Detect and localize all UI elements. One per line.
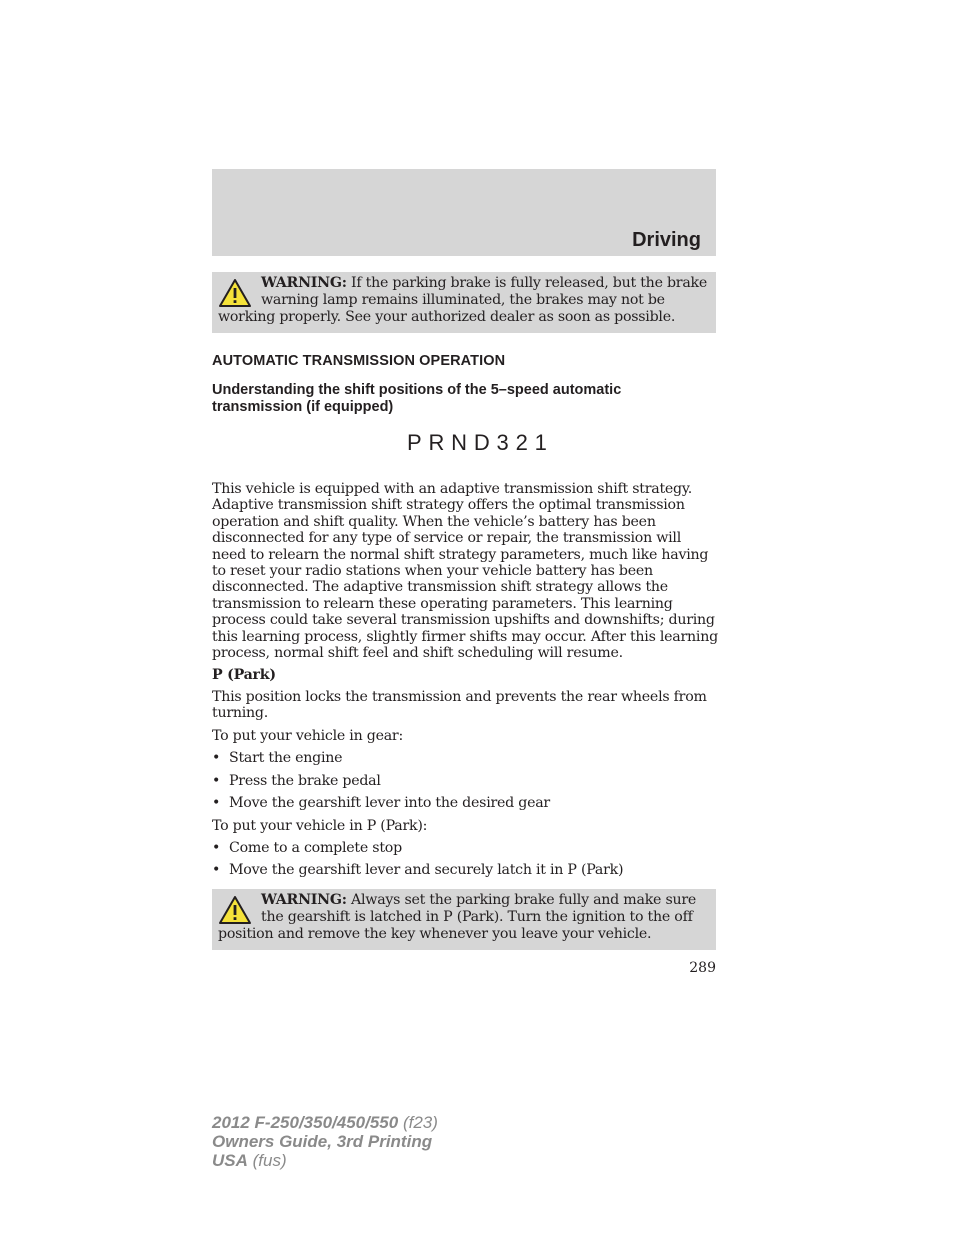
heading-shift-positions: Understanding the shift positions of the 5–speed automatic transmission (if equipped) — [212, 382, 622, 415]
heading-automatic-transmission: AUTOMATIC TRANSMISSION OPERATION — [212, 353, 506, 369]
section-title: Driving — [632, 229, 701, 251]
warning-text: Always set the parking brake fully and make sure the gearshift is latched in P (Park). Turn the ignition to the off position and remove the key whenever you leave your vehicle. — [218, 892, 697, 942]
warning-box-gearshift — [212, 889, 716, 950]
footer-region-code: (fus) — [252, 1151, 287, 1170]
warning-triangle-icon — [218, 895, 252, 925]
footer-model: 2012 F-250/350/450/550 — [212, 1113, 399, 1132]
footer-region: USA — [212, 1151, 248, 1170]
warning-triangle-icon — [218, 278, 252, 308]
warning-label: WARNING: — [261, 892, 347, 908]
footer-guide-edition: Owners Guide, 3rd Printing — [212, 1132, 433, 1151]
gear-position-indicator: PRND321 — [407, 430, 554, 455]
in-gear-intro: To put your vehicle in gear: — [212, 728, 403, 744]
page-number: 289 — [689, 960, 716, 976]
list-item: • Come to a complete stop — [212, 840, 402, 856]
section-header-band — [212, 169, 716, 256]
warning-box-parking-brake — [212, 272, 716, 333]
list-item: • Move the gearshift lever into the desired gear — [212, 795, 550, 811]
list-item: • Press the brake pedal — [212, 773, 381, 789]
warning-label: WARNING: — [261, 275, 347, 291]
list-item: • Start the engine — [212, 750, 343, 766]
park-description: This position locks the transmission and prevents the rear wheels from turning. — [212, 689, 707, 722]
intro-paragraph: This vehicle is equipped with an adaptive transmission shift strategy. Adaptive transmission shift strategy offers the optimal transmission operation and shift quality. When the vehicle’s battery has been disconnected for any type of service or repair, the transmission will need to relearn the normal shift strategy parameters, much like having to reset your radio stations when your vehicle battery has been disconnected. The adaptive transmission shift strategy allows the transmission to relearn these operating parameters. This learning process could take several transmission upshifts and downshifts; during this learning process, slightly firmer shifts may occur. After this learning process, normal shift feel and shift scheduling will resume. — [212, 481, 718, 662]
document-footer — [212, 1113, 438, 1170]
park-heading: P (Park) — [212, 667, 276, 683]
in-park-intro: To put your vehicle in P (Park): — [212, 818, 428, 834]
warning-text: If the parking brake is fully released, but the brake warning lamp remains illuminated, the brakes may not be working properly. See your authorized dealer as soon as possible. — [218, 275, 708, 325]
list-item: • Move the gearshift lever and securely latch it in P (Park) — [212, 862, 624, 878]
footer-model-code: (f23) — [402, 1113, 438, 1132]
